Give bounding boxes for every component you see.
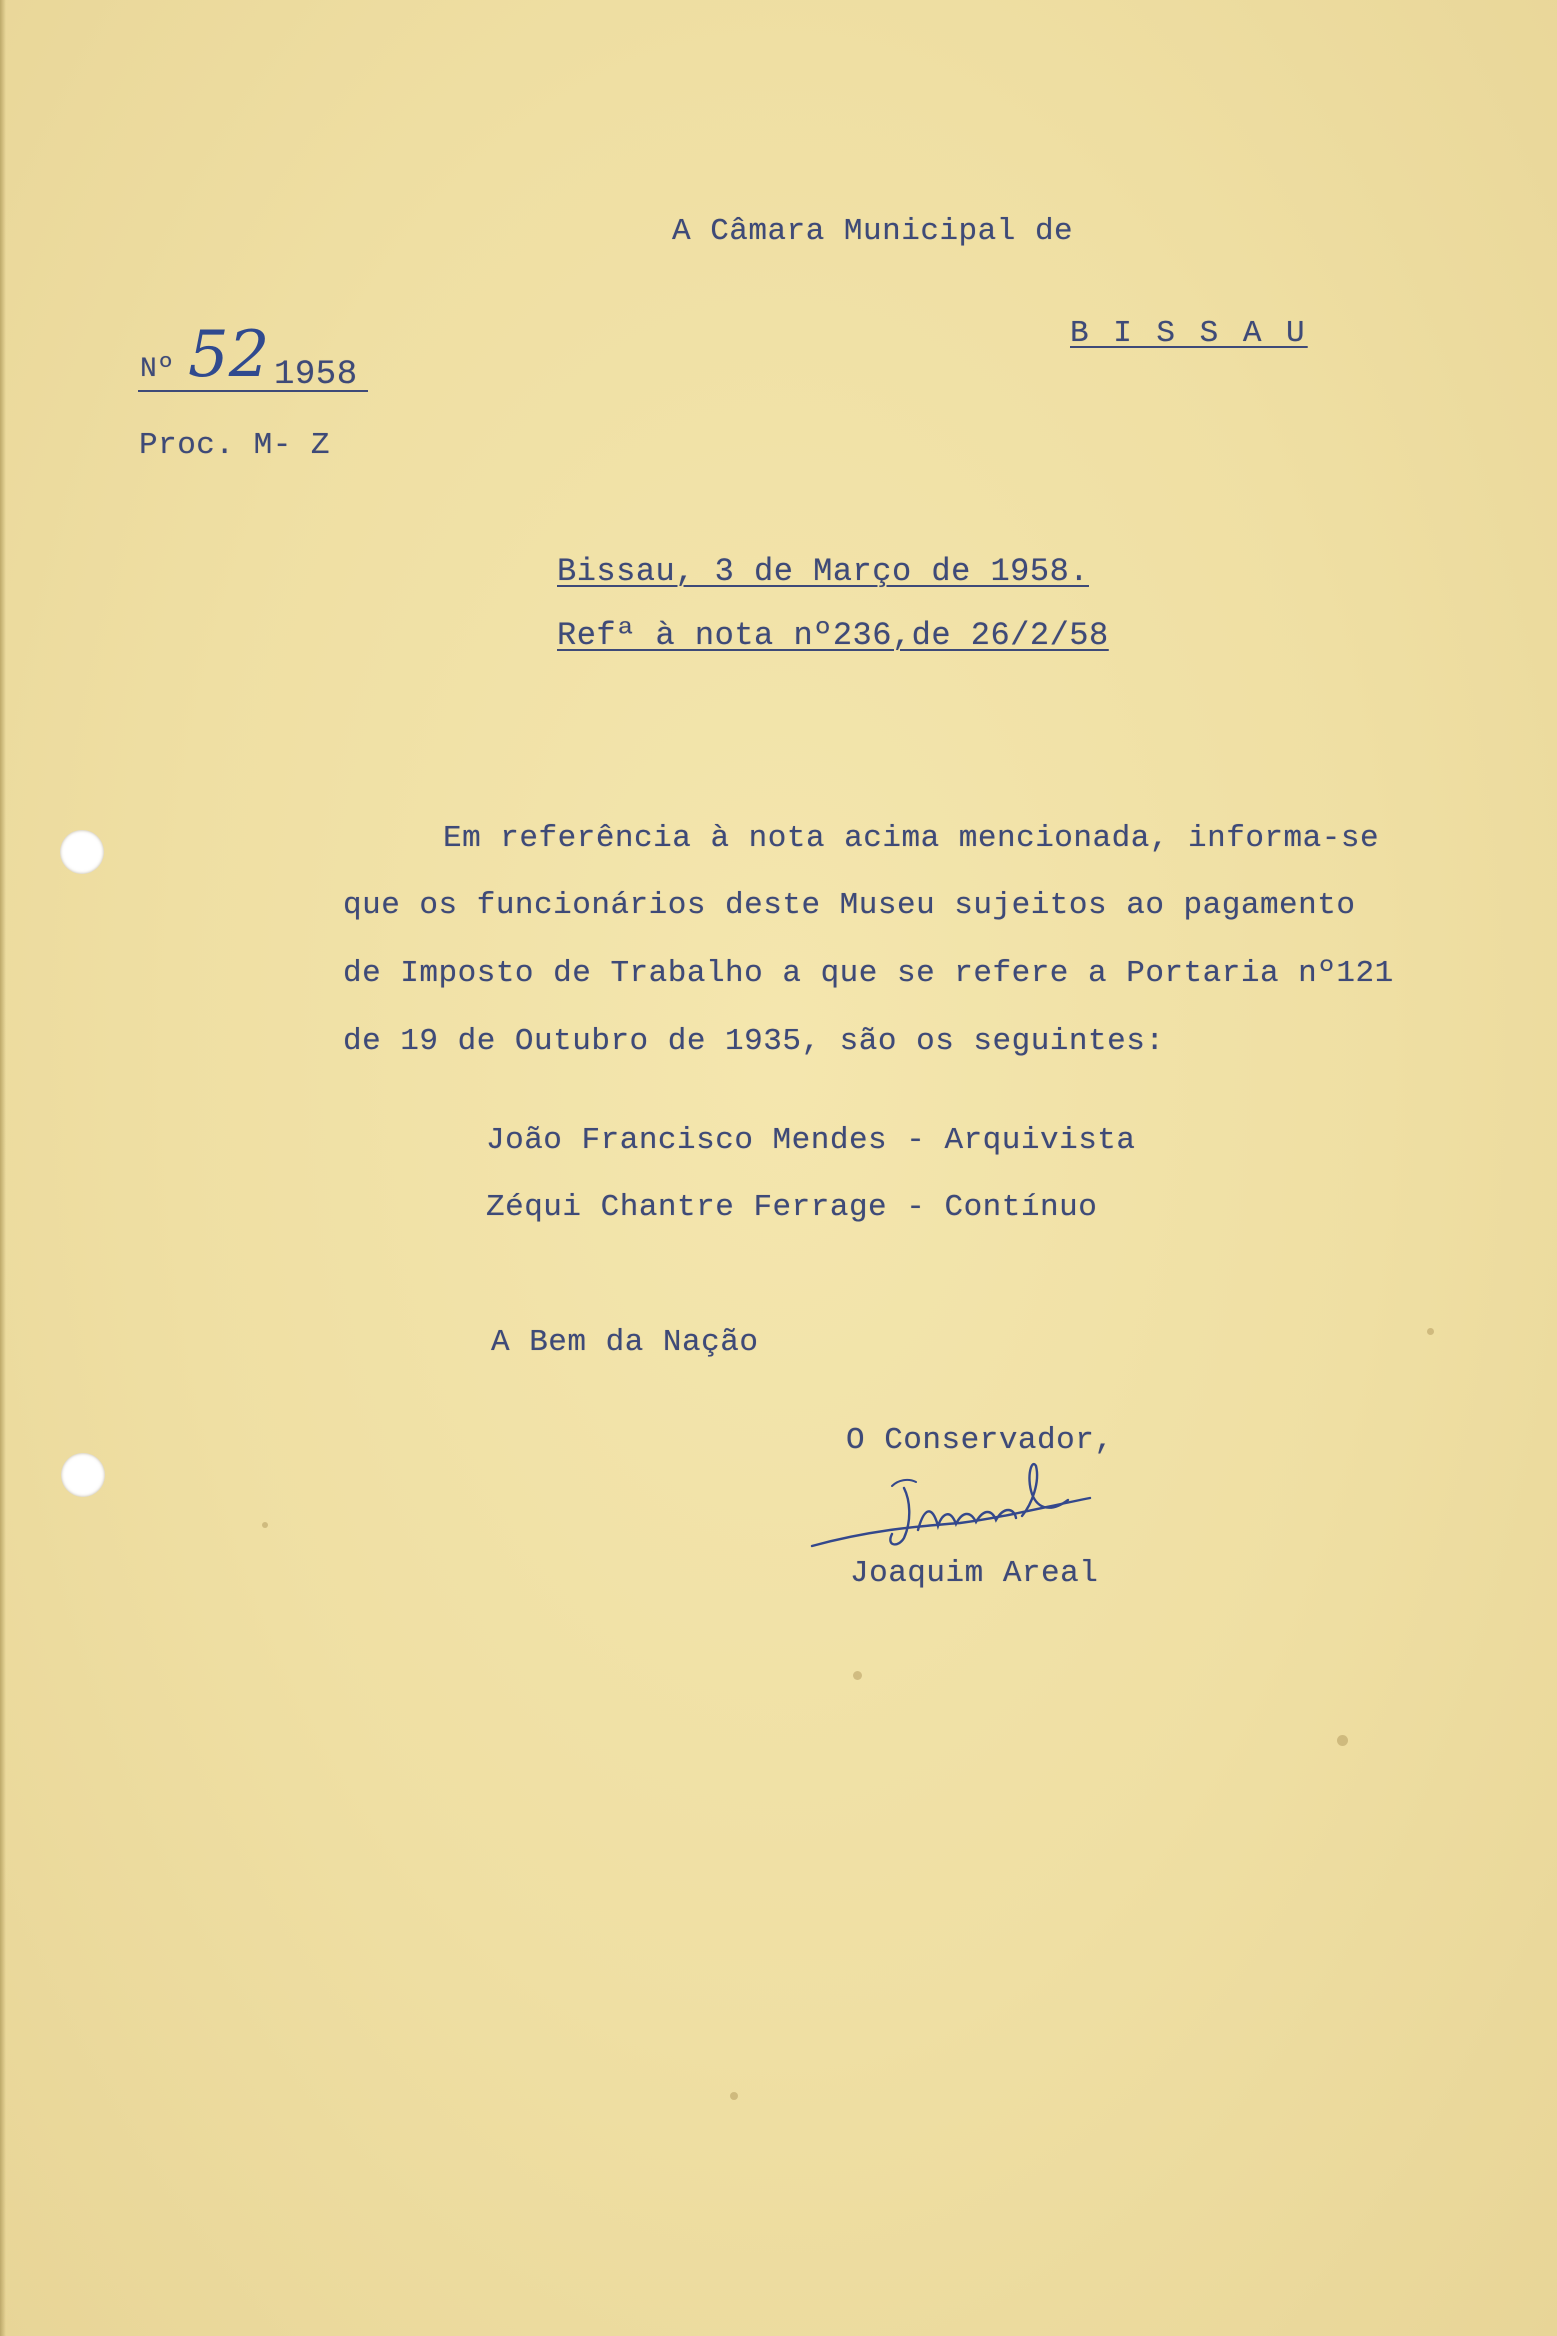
signatory-name: Joaquim Areal [850,1556,1099,1591]
addressee-line: A Câmara Municipal de [672,214,1074,249]
body-line: de Imposto de Trabalho a que se refere a Portaria nº121 [343,956,1394,991]
paper-stain [262,1522,268,1528]
employee-entry: Zéqui Chantre Ferrage - Contínuo [486,1190,1098,1225]
number-prefix: Nº [140,354,175,385]
letter-reference: Refª à nota nº236,de 26/2/58 [557,617,1109,654]
paper-stain [1337,1735,1348,1746]
addressee-city: B I S S A U [1070,316,1308,351]
punch-hole-bottom [61,1453,105,1497]
body-line: de 19 de Outubro de 1935, são os seguintes: [343,1024,1165,1059]
number-year: 1958 [274,356,358,394]
paper-stain [1427,1328,1434,1335]
paper-edge-shadow [0,0,6,2336]
handwritten-number: 52 [188,318,270,392]
employee-entry: João Francisco Mendes - Arquivista [486,1123,1136,1158]
process-reference: Proc. M- Z [139,428,331,463]
body-line: que os funcionários deste Museu sujeitos ao pagamento [343,888,1356,923]
letter-date: Bissau, 3 de Março de 1958. [557,553,1089,590]
paper-stain [853,1671,862,1680]
closing-salutation: A Bem da Nação [491,1325,759,1360]
punch-hole-top [60,830,104,874]
paper-stain [730,2092,738,2100]
reference-number [138,320,368,392]
body-line: Em referência à nota acima mencionada, informa-se [443,821,1380,856]
handwritten-signature [800,1460,1120,1570]
signatory-title: O Conservador, [846,1423,1114,1458]
